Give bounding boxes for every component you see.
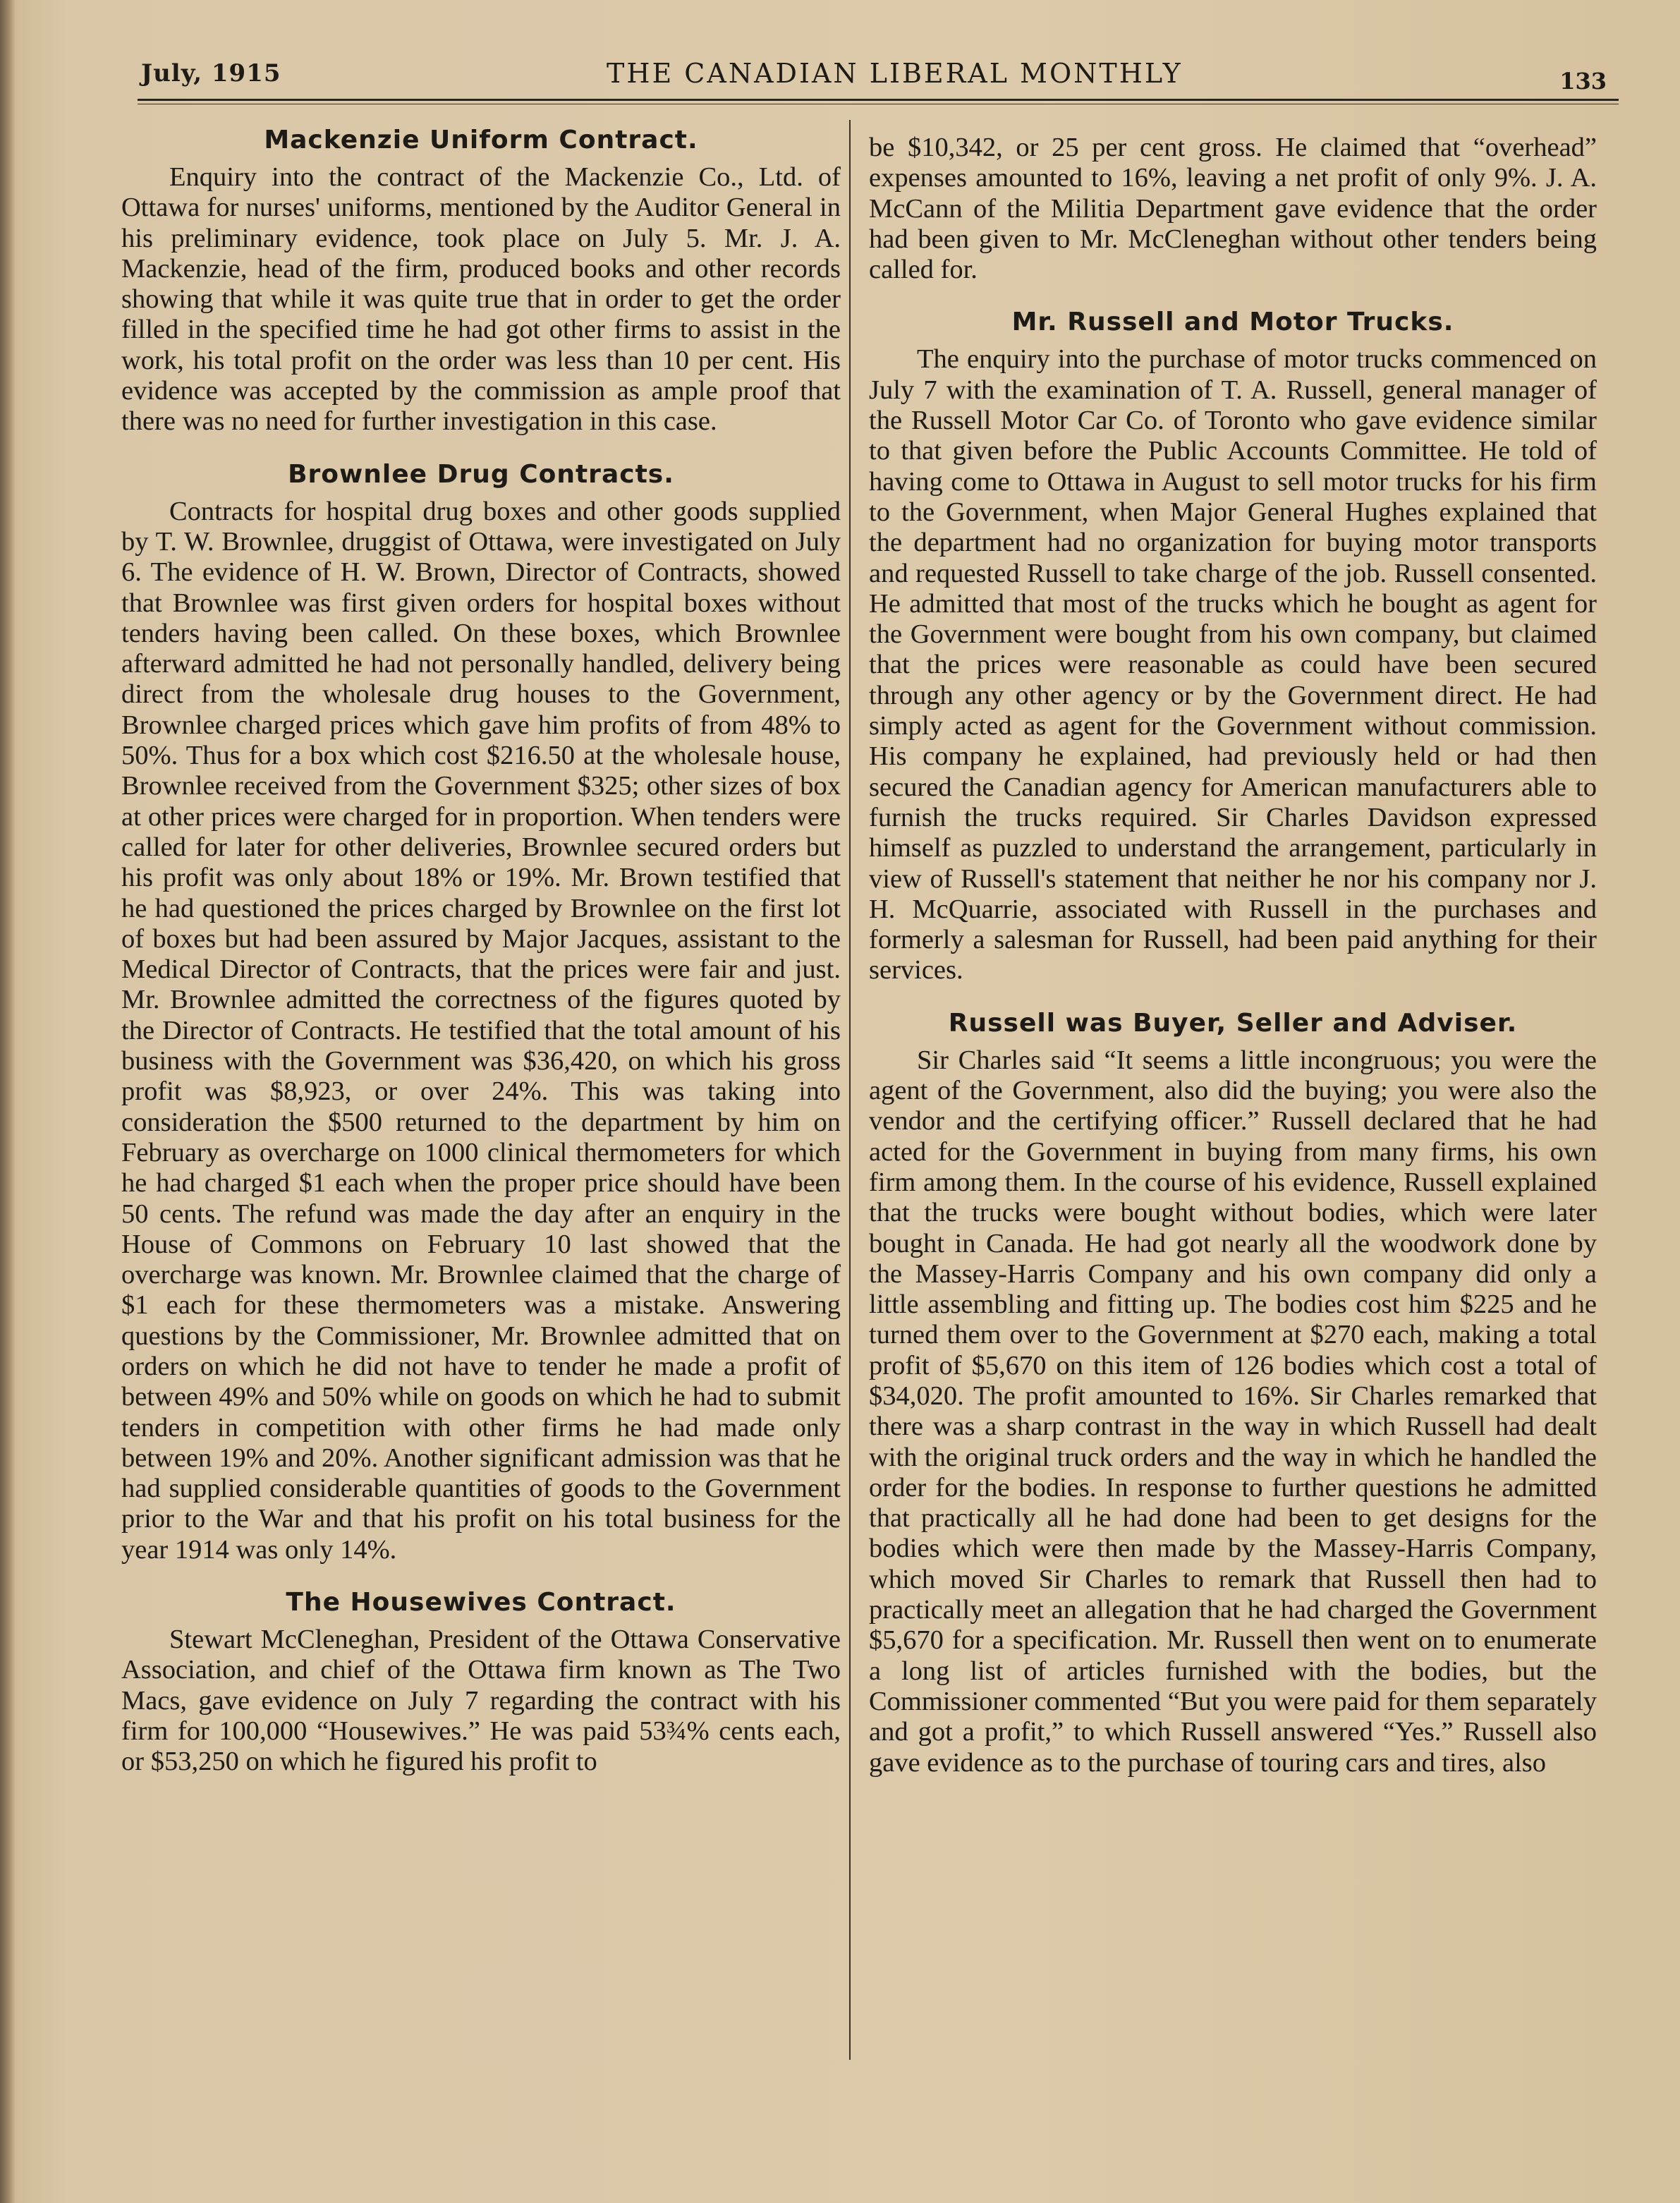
running-header xyxy=(141,55,1615,95)
paragraph-brownlee: Contracts for hospital drug boxes and other goods supplied by T. W. Brownlee, druggist of Ottawa, were investigated on July 6. The evidence of H. W. Brown, Director of Contracts, showed that Brownlee was first given orders for hospital boxes without tenders having been called. On these boxes, which Brownlee afterward admitted he had not personally handled, delivery being direct from the wholesale drug houses to the Government, Brownlee charged prices which gave him profits of from 48% to 50%. Thus for a box which cost $216.50 at the wholesale house, Brownlee received from the Government $325; other sizes of box at other prices were charged for in proportion. When tenders were called for later for other deliveries, Brownlee secured orders but his profit was only about 18% or 19%. Mr. Brown testified that he had questioned the prices charged by Brownlee on the first lot of boxes but had been assured by Major Jacques, assistant to the Medical Director of Contracts, that the prices were fair and just. Mr. Brownlee admitted the correctness of the figures quoted by the Director of Contracts. He testified that the total amount of his business with the Government was $36,420, on which his gross profit was $8,923, or over 24%. This was taking into consideration the $500 returned to the department by him on February as overcharge on 1000 clinical thermometers for which he had charged $1 each when the proper price should have been 50 cents. The refund was made the day after an enquiry in the House of Commons on February 10 last showed that the overcharge was known. Mr. Brownlee claimed that the charge of $1 each for these thermometers was a mistake. Answering questions by the Commissioner, Mr. Brownlee admitted that on orders on which he did not have to tender he made a profit of between 49% and 50% while on goods on which he had to submit tenders in competition with other firms he had made only between 19% and 20%. Another significant admission was that he had supplied considerable quantities of goods to the Government prior to the War and that his profit on his total business for the year 1914 was only 14%. xyxy=(121,496,841,1565)
section-heading-brownlee: Brownlee Drug Contracts. xyxy=(288,459,674,489)
section-heading-russell-buyer: Russell was Buyer, Seller and Adviser. xyxy=(948,1008,1518,1038)
paragraph-housewives: Stewart McCleneghan, President of the Ottawa Conservative Association, and chief of the Ottawa firm known as The Two Macs, gave evidence on July 7 regarding the contract with his firm for 100,000 “Housewives.” He was paid 53¾% cents each, or $53,250 on which he figured his profit to xyxy=(121,1625,841,1777)
page-number: 133 xyxy=(1559,68,1607,95)
header-rule xyxy=(138,99,1619,101)
section-heading-russell-trucks: Mr. Russell and Motor Trucks. xyxy=(1011,308,1454,337)
paragraph-russell-buyer: Sir Charles said “It seems a little incongruous; you were the agent of the Government, also did the buying; you were also the vendor and the certifying officer.” Russell declared that he had acted for the Government in buying from many firms, his own firm among them. In the course of his evidence, Russell explained that the trucks were bought without bodies, which were later bought in Canada. He had got nearly all the woodwork done by the Massey-Harris Company and his own company did only a little assembling and fitting up. The bodies cost him $225 and he turned them over to the Government at $270 each, making a total profit of $5,670 on this item of 126 bodies which cost a total of $34,020. The profit amounted to 16%. Sir Charles remarked that there was a sharp contrast in the way in which Russell had dealt with the original truck orders and the way in which he handled the order for the bodies. In response to further questions he admitted that practically all he had done had been to get designs for the bodies which were then made by the Massey-Harris Company, which moved Sir Charles to remark that Russell then had to practically meet an allegation that he had charged the Government $5,670 for a specification. Mr. Russell then went on to enumerate a long list of articles furnished with the bodies, but the Commissioner commented “But you were paid for them separately and got a profit,” to which Russell answered “Yes.” Russell also gave evidence as to the purchase of touring cars and tires, also xyxy=(869,1045,1597,1778)
section-heading-housewives: The Housewives Contract. xyxy=(286,1588,676,1618)
section-heading-mackenzie: Mackenzie Uniform Contract. xyxy=(264,126,698,154)
issue-date: July, 1915 xyxy=(141,59,281,87)
right-column xyxy=(869,133,1597,1800)
column-divider xyxy=(849,120,851,2060)
binding-edge xyxy=(0,0,16,2203)
publication-title: THE CANADIAN LIBERAL MONTHLY xyxy=(607,58,1183,89)
paragraph-russell-trucks: The enquiry into the purchase of motor trucks commenced on July 7 with the examination of T. A. Russell, general manager of the Russell Motor Car Co. of Toronto who gave evidence similar to that given before the Public Accounts Committee. He told of having come to Ottawa in August to sell motor trucks for his firm to the Government, when Major General Hughes explained that the department had no organization for buying motor transports and requested Russell to take charge of the job. Russell consented. He admitted that most of the trucks which he bought as agent for the Government were bought from his own company, but claimed that the prices were reasonable as could have been secured through any other agency or by the Government direct. He had simply acted as agent for the Government without commission. His company he explained, had previously held or had then secured the Canadian agency for American manufacturers able to furnish the trucks required. Sir Charles Davidson expressed himself as puzzled to understand the arrangement, particularly in view of Russell's statement that neither he nor his company nor J. H. McQuarrie, associated with Russell in the purchases and formerly a salesman for Russell, had been paid anything for their services. xyxy=(869,344,1597,985)
paragraph-mackenzie: Enquiry into the contract of the Mackenzie Co., Ltd. of Ottawa for nurses' uniforms, mentioned by the Auditor General in his preliminary evidence, took place on July 5. Mr. J. A. Mackenzie, head of the firm, produced books and other records showing that while it was quite true that in order to get the order filled in the specified time he had got other firms to assist in the work, his total profit on the order was less than 10 per cent. His evidence was accepted by the commission as ample proof that there was no need for further investigation in this case. xyxy=(121,162,841,437)
paragraph-housewives-continued: be $10,342, or 25 per cent gross. He claimed that “overhead” expenses amounted to 16%, leaving a net profit of only 9%. J. A. McCann of the Militia Department gave evidence that the order had been given to Mr. McCleneghan without other tenders being called for. xyxy=(869,133,1597,285)
left-column xyxy=(121,120,841,1799)
